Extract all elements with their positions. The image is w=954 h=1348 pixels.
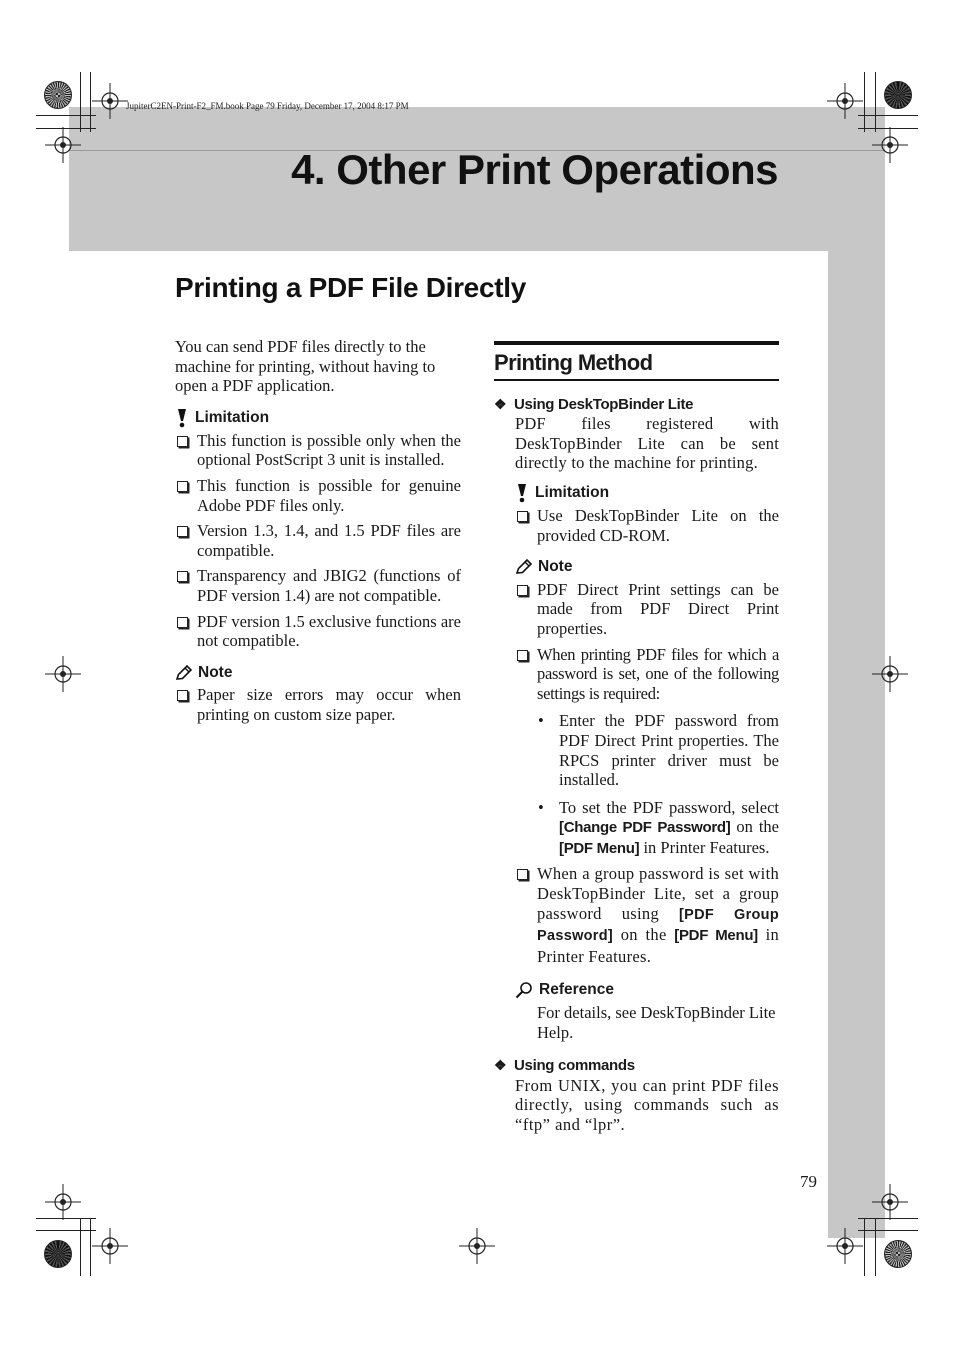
registration-mark: [92, 1228, 128, 1264]
checkbox-square-icon: [517, 650, 528, 661]
printing-method-heading-box: [494, 341, 779, 381]
list-item: When a group password is set with DeskTopBinder Lite, set a group password using [PDF Group Password] on the [PDF Menu] in Printer Features.: [515, 864, 779, 966]
checkbox-square-icon: [517, 869, 528, 880]
checkbox-square-icon: [177, 571, 188, 582]
list-item: Version 1.3, 1.4, and 1.5 PDF files are compatible.: [175, 521, 461, 560]
pencil-icon: [515, 559, 532, 575]
intro-paragraph: You can send PDF files directly to the machine for printing, without having to open a PDF application.: [175, 337, 436, 396]
checkbox-square-icon: [517, 511, 528, 522]
magnifier-icon: [515, 981, 533, 999]
list-item: Paper size errors may occur when printing on custom size paper.: [175, 685, 461, 724]
color-wheel-mark: [884, 1240, 912, 1268]
registration-mark: [45, 656, 81, 692]
chapter-title: 4. Other Print Operations: [291, 146, 778, 193]
pdf-menu-key: [PDF Menu]: [674, 927, 758, 945]
desktopbinder-body: PDF files registered with DeskTopBinder Lite can be sent directly to the machine for printing.: [515, 414, 779, 473]
exclamation-icon: [515, 483, 529, 503]
note-heading: [175, 663, 461, 683]
note-heading: Note: [515, 557, 779, 577]
left-column: [175, 337, 461, 725]
list-item: • To set the PDF password, select [Change PDF Password] on the [PDF Menu] in Printer Features.: [538, 797, 779, 857]
checkbox-square-icon: [177, 526, 188, 537]
list-item: PDF version 1.5 exclusive functions are not compatible.: [175, 612, 461, 651]
page-number: 79: [800, 1172, 817, 1191]
right-column: [494, 341, 779, 1135]
registration-mark: [45, 1184, 81, 1220]
pdf-group-password-key: [PDF Group Password]: [537, 906, 779, 945]
registration-mark: [459, 1228, 495, 1264]
list-item: This function is possible only when the optional PostScript 3 unit is installed.: [175, 431, 461, 470]
checkbox-square-icon: [177, 481, 188, 492]
limitation-heading: [175, 408, 461, 428]
limitation-heading: Limitation: [515, 483, 779, 503]
section-title: Printing a PDF File Directly: [175, 272, 527, 303]
bullet-dot-icon: •: [538, 711, 544, 731]
four-diamond-icon: ❖: [494, 395, 507, 412]
checkbox-square-icon: [177, 617, 188, 628]
list-item: When printing PDF files for which a password is set, one of the following settings is required: • Enter the PDF password from PDF Direct Print properties. The RPCS printer driver must be installed. • To set the PDF password, select [Change PDF Password] on the [PDF Menu] in Printer Features.: [515, 645, 779, 859]
registration-mark: [827, 1228, 863, 1264]
color-wheel-mark: [44, 1240, 72, 1268]
checkbox-square-icon: [177, 690, 188, 701]
list-item: • Enter the PDF password from PDF Direct Print properties. The RPCS printer driver must be installed.: [538, 711, 779, 790]
reference-heading: Reference: [515, 980, 779, 1000]
registration-mark: [872, 1184, 908, 1220]
desktopbinder-details: [494, 483, 779, 1042]
registration-mark: [92, 83, 128, 119]
note-label: Note: [198, 663, 233, 681]
bullet-dot-icon: •: [538, 797, 544, 817]
registration-mark: [827, 83, 863, 119]
exclamation-icon: [175, 408, 189, 428]
commands-body: From UNIX, you can print PDF files directly, using commands such as “ftp” and “lpr”.: [515, 1075, 779, 1134]
registration-mark: [45, 127, 81, 163]
list-item: This function is possible for genuine Adobe PDF files only.: [175, 476, 461, 515]
four-diamond-icon: ❖: [494, 1057, 507, 1074]
printing-method-title: Printing Method: [494, 350, 653, 375]
pdf-menu-key: [PDF Menu]: [559, 839, 640, 857]
reference-text: For details, see DeskTopBinder Lite Help.: [537, 1003, 776, 1042]
list-item: Transparency and JBIG2 (functions of PDF version 1.4) are not compatible.: [175, 566, 461, 605]
file-info: JupiterC2EN-Print-F2_FM.book Page 79 Friday, December 17, 2004 8:17 PM: [126, 101, 409, 111]
color-wheel-mark: [884, 81, 912, 109]
chapter-side-tab: [828, 251, 885, 1238]
color-wheel-mark: [44, 81, 72, 109]
registration-mark: [872, 127, 908, 163]
limitation-label: Limitation: [195, 408, 270, 426]
checkbox-square-icon: [517, 585, 528, 596]
desktopbinder-heading: ❖ Using DeskTopBinder Lite: [494, 395, 694, 413]
commands-heading: ❖ Using commands: [494, 1057, 635, 1075]
checkbox-square-icon: [177, 436, 188, 447]
pencil-icon: [175, 665, 192, 681]
list-item: PDF Direct Print settings can be made from PDF Direct Print properties.: [515, 580, 779, 639]
change-pdf-password-key: [Change PDF Password]: [559, 819, 731, 837]
registration-mark: [872, 656, 908, 692]
list-item: Use DeskTopBinder Lite on the provided CD-ROM.: [515, 506, 779, 545]
